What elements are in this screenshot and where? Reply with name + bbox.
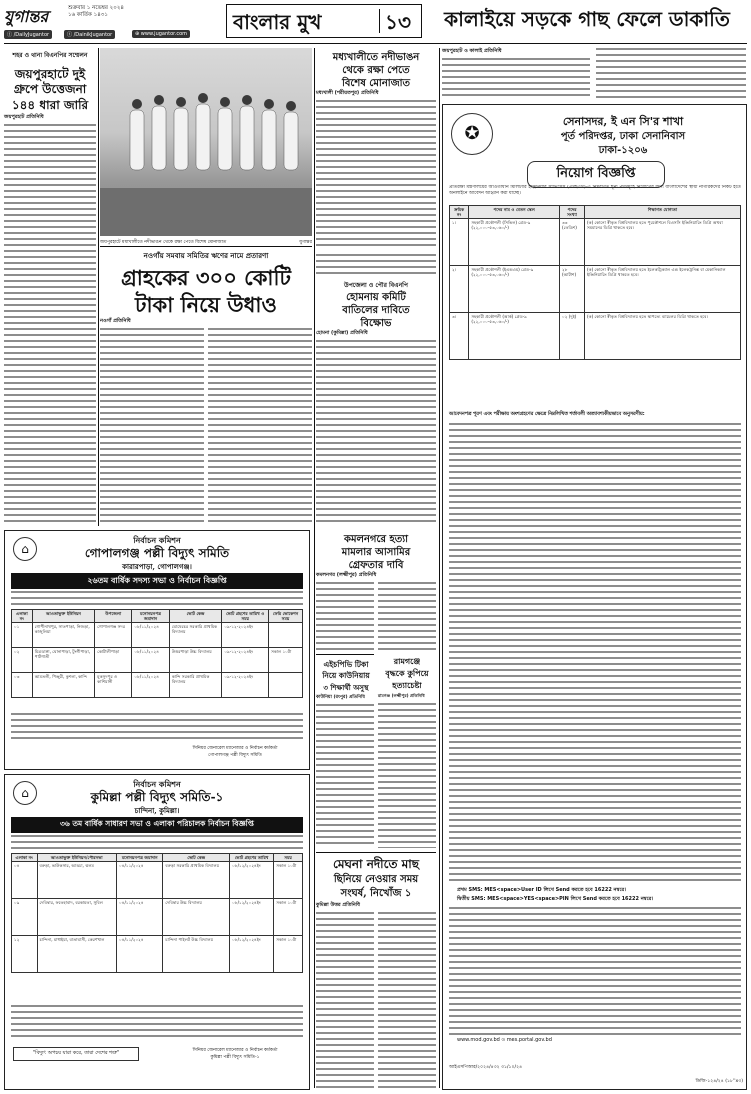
table-header-row <box>12 854 303 862</box>
table-header-cell: ভোট গ্রহণের তারিখ ও সময় <box>222 610 269 623</box>
gopalganj-sign-org: গোপালগঞ্জ পল্লী বিদ্যুৎ সমিতি <box>208 753 262 758</box>
joypurhat-body <box>4 122 96 524</box>
cumilla-slogan: "বিদ্যুৎ অপচয় যারা করে, তারা দেশের শত্রু" <box>13 1047 139 1061</box>
meghna-byline: কুমিল্লা উত্তর প্রতিনিধি <box>316 902 360 908</box>
cooperative-body-col-1 <box>100 326 204 524</box>
table-header-cell: আওতাভুক্ত ইউনিয়ন <box>32 610 95 623</box>
meghna-headline-2: ছিনিয়ে নেওয়ার সময় <box>333 874 419 885</box>
website-badge <box>132 30 190 38</box>
gopalganj-notes <box>11 711 303 741</box>
table-cell: গোপীনাথপুর, সাতপাড়া, নিজড়া, কাজুলিয়া <box>32 623 95 648</box>
army-org-1: সেনাসদর, ই এন সি'র শাখা <box>562 115 684 128</box>
top-right-headline: কালাইয়ে সড়কে গাছ ফেলে ডাকাতি <box>444 7 730 31</box>
table-cell: ০৮/১২/২০২৪ইং <box>230 936 274 973</box>
army-conditions-body-2 <box>449 905 741 1035</box>
table-header-cell: মনোনয়নপত্র জমাদান <box>132 610 169 623</box>
table-cell: কোটালীপাড়া <box>95 648 132 673</box>
table-cell: ০৪/১১/২০২৪ <box>117 899 163 936</box>
section-box <box>226 4 422 38</box>
table-cell: ২। <box>450 266 469 313</box>
table-cell: ০৯-১২-২০২৪ইং <box>222 648 269 673</box>
cooperative-body-col-2 <box>208 326 312 524</box>
table-cell: ০৯ <box>12 899 38 936</box>
ramganj-headline-2: বৃদ্ধকে কুপিয়ে <box>385 668 429 678</box>
table-row <box>12 648 303 673</box>
table-cell: সকাল ১০টা <box>269 648 303 673</box>
hpv-headline-2: নিয়ে কাউনিয়ায় <box>322 671 370 680</box>
army-conditions-title: আবেদনপত্র পূরণ এবং পরীক্ষায় অংশগ্রহণের ক্ষেত্রে নিম্নলিখিত শর্তাবলী অত্যাবশ্যকীয়ভাবে অনুসরণীয়: <box>449 412 645 417</box>
cumilla-logo-icon: ⌂ <box>13 781 37 805</box>
twitter-badge <box>64 30 115 39</box>
table-cell: ০৯-১২-২০২৪ইং <box>222 623 269 648</box>
table-header-cell: ক্রমিক নং <box>450 206 469 219</box>
table-cell: ০১ <box>12 623 33 648</box>
table-cell: সকাল ১০টা <box>274 862 303 899</box>
kamalnagar-body-col-2 <box>378 580 436 650</box>
army-table <box>449 205 741 360</box>
table-cell: বরুড়া সরকারি প্রাথমিক বিদ্যালয় <box>163 862 230 899</box>
table-cell: সহকারী প্রকৌশলী (সিভিল) গ্রেড-৯ (২২,০০০-৫৩,০৬০/-) <box>469 219 560 266</box>
meghna-body-col-2 <box>378 910 436 1090</box>
table-header-cell: পদের নাম ও বেতন স্কেল <box>469 206 560 219</box>
meghna-top-rule <box>316 852 436 853</box>
table-cell: দেবিদ্বার উচ্চ বিদ্যালয় <box>163 899 230 936</box>
photo-caption <box>100 238 312 246</box>
ramganj-headline-3: হত্যাচেষ্টা <box>392 680 422 690</box>
table-cell: সকাল ১০টা <box>274 899 303 936</box>
homna-byline: হোমনা (কুমিল্লা) প্রতিনিধি <box>316 330 368 336</box>
army-website: www.mod.gov.bd ও mes.portal.gov.bd <box>457 1037 552 1043</box>
table-header-cell: শিক্ষাগত যোগ্যতা <box>585 206 741 219</box>
table-header-cell: মনোনয়নপত্র জমাদান <box>117 854 163 862</box>
hpv-body <box>316 702 374 848</box>
cooperative-byline: নওগাঁ প্রতিনিধি <box>100 318 131 324</box>
cumilla-sign-org: কুমিল্লা পল্লী বিদ্যুৎ সমিতি-১ <box>210 1055 260 1060</box>
kamalnagar-headline-2: মামলার আসামির <box>341 547 411 558</box>
table-header-cell: এলাকা নং <box>12 610 33 623</box>
photo-credit: যুগান্তর <box>299 240 312 245</box>
kamalnagar-headline-1: কমলনগরে হত্যা <box>343 534 409 545</box>
army-org-3: ঢাকা-১২০৬ <box>598 145 648 156</box>
cumilla-org-1: নির্বাচন কমিশন <box>133 779 181 789</box>
web-icon: ⊕ <box>135 31 141 37</box>
table-cell: (ক) কোনো স্বীকৃত বিশ্ববিদ্যালয় হতে ইলেকট্রিক্যাল এন্ড ইলেকট্রনিক্স বা মেকানিক্যাল ইঞ্জিনিয়ারিং ডিগ্রি থাকতে হবে। <box>585 266 741 313</box>
social-bar <box>4 30 214 39</box>
gopalganj-intro <box>11 589 303 607</box>
joypurhat-byline: জয়পুরহাট প্রতিনিধি <box>4 114 44 120</box>
cumilla-notes <box>11 1003 303 1039</box>
table-row <box>12 936 303 973</box>
section-title: বাংলার মুখ <box>233 10 322 34</box>
joypurhat-headline-3: ১৪৪ ধারা জারি <box>11 98 89 112</box>
cumilla-intro <box>11 833 303 851</box>
kalai-byline: জয়পুরহাট ও কালাই প্রতিনিধি <box>442 48 502 54</box>
table-cell: উত্তরপাড়া উচ্চ বিদ্যালয় <box>169 648 222 673</box>
twitter-icon: ⓣ <box>67 32 74 38</box>
table-cell: ১২ <box>12 936 38 973</box>
army-ad <box>442 104 747 1090</box>
table-cell: ৩৩ (তেত্রিশ) <box>560 219 585 266</box>
gopalganj-ad <box>4 530 310 770</box>
munajat-headline-1: মধ্যখালীতে নদীভাঙন <box>332 52 420 63</box>
cumilla-table <box>11 853 303 973</box>
cumilla-org-2: কুমিল্লা পল্লী বিদ্যুৎ সমিতি-১ <box>90 790 224 804</box>
table-cell: ০৮/১১/২০২৪ <box>132 623 169 648</box>
table-cell: ৩। <box>450 313 469 360</box>
table-row <box>12 673 303 698</box>
hpv-top-rule <box>316 654 374 655</box>
joypurhat-kicker: শহর ও থানা বিএনপির সম্মেলন <box>12 52 88 59</box>
table-cell: সকাল ১০টা <box>274 936 303 973</box>
table-cell: মিত্রডাঙ্গা, ঘোনাপাড়া, টুংগীপাড়া, পাটগাতী <box>32 648 95 673</box>
table-header-cell: এলাকা নং <box>12 854 38 862</box>
ramganj-body <box>378 701 436 848</box>
table-header-cell: ভোট কেন্দ্র <box>169 610 222 623</box>
table-cell: ঘোষেরচর সরকারি প্রাথমিক বিদ্যালয় <box>169 623 222 648</box>
hpv-byline: কাউনিয়া (রংপুর) প্রতিনিধি <box>316 695 365 700</box>
facebook-badge <box>4 30 52 39</box>
cooperative-headline-2: টাকা নিয়ে উধাও <box>135 292 277 317</box>
photo-caption-text: জয়পুরহাটে মধ্যখালীতে নদীভাঙন থেকে রক্ষা পেতে বিশেষ মোনাজাত <box>100 240 227 245</box>
joypurhat-headline-1: জয়পুরহাটে দুই <box>14 67 86 81</box>
kalai-body-col-1 <box>442 56 590 100</box>
table-cell: সহকারী প্রকৌশলী (ইএন্ডএম) গ্রেড-৯ (২২,০০০-৫৩,০৬০/-) <box>469 266 560 313</box>
table-cell: মুকসুদপুর ও কাশিয়ানী <box>95 673 132 698</box>
table-row <box>450 266 741 313</box>
kalai-body-col-2 <box>596 46 746 100</box>
table-cell: ০৪/১১/২০২৪ <box>117 936 163 973</box>
army-org-2: পূর্ত পরিদপ্তর, ঢাকা সেনানিবাস <box>560 131 686 142</box>
table-row <box>450 219 741 266</box>
cumilla-ad <box>4 774 310 1090</box>
table-cell: ১। <box>450 219 469 266</box>
table-header-cell: উপজেলা <box>95 610 132 623</box>
munajat-headline-2: থেকে রক্ষা পেতে <box>342 65 410 76</box>
kamalnagar-body-col-1 <box>316 580 374 650</box>
table-row <box>12 899 303 936</box>
website-url: www.jugantor.com <box>140 31 188 37</box>
table-header-cell: পদের সংখ্যা <box>560 206 585 219</box>
hpv-headline-3: ৩ শিক্ষার্থী অসুস্থ <box>323 683 369 692</box>
table-row <box>450 313 741 360</box>
gopalganj-signature: সিনিয়র জেনারেল ম্যানেজার ও নির্বাচন কর্মকর্তা <box>192 746 278 751</box>
gopalganj-org-3: কারারপাড়া, গোপালগঞ্জ। <box>122 562 192 571</box>
table-cell: ০৩ <box>12 673 33 698</box>
facebook-handle: /DailyJugantor <box>13 32 50 38</box>
table-cell: (ক) কোনো স্বীকৃত বিশ্ববিদ্যালয় হতে পুরকৌশলে বিএসসি ইঞ্জিনিয়ারিং ডিগ্রি অথবা সমমানের ডিগ্রি থাকতে হবে। <box>585 219 741 266</box>
column-rule-3 <box>439 48 440 1088</box>
table-cell: ০৪ <box>12 862 38 899</box>
newspaper-logo: যুগান্তর <box>4 7 49 26</box>
army-ref: ডিজি-১২৪/২৪ (১৮''x৩) <box>695 1079 743 1084</box>
homna-body <box>316 338 436 524</box>
table-cell: ০৮/১১/২০২৪ <box>132 648 169 673</box>
facebook-icon: ⓕ <box>7 32 14 38</box>
page-number: ১৩ <box>385 10 411 34</box>
table-cell: কান্দি সরকারি প্রাথমিক বিদ্যালয় <box>169 673 222 698</box>
table-row <box>12 862 303 899</box>
army-conditions-body <box>449 421 741 883</box>
army-sms-1: প্রথম SMS: MES<space>User ID লিখে Send করতে হবে 16222 নম্বরে। <box>457 887 627 893</box>
homna-headline-2: বাতিলের দাবিতে <box>342 305 410 316</box>
army-intro: প্রতিরক্ষা মন্ত্রণালয়ের আওতাধীন মিলিটারি ইঞ্জিনিয়ার সার্ভিসেস (এমইএস)-এ নিম্নবর্ণিত শূন্য পদসমূহে নিয়োগের জন্য বাংলাদেশের স্থায়ী নাগরিকদের নিকট হতে অনলাইনে আবেদন আহ্বান করা যাচ্ছে। <box>449 185 741 196</box>
table-header-cell: সময় <box>274 854 303 862</box>
homna-headline-1: হোমনায় কমিটি <box>346 292 406 303</box>
table-cell: ০২ <box>12 648 33 673</box>
table-cell: গোপালগঞ্জ সদর <box>95 623 132 648</box>
table-cell: ০২ (দুই) <box>560 313 585 360</box>
meghna-body-col-1 <box>316 910 374 1090</box>
column-rule-1 <box>98 48 99 526</box>
table-cell: ০৮/১২/২০২৪ইং <box>230 862 274 899</box>
table-cell: দেবিদ্বার, ফতেহাবাদ, বরকামতা, সুবিল <box>37 899 117 936</box>
masthead-rule <box>4 43 747 44</box>
meghna-headline-1: মেঘনা নদীতে মাছ <box>332 857 420 871</box>
table-row <box>12 623 303 648</box>
munajat-body <box>316 98 436 248</box>
meghna-headline-3: সংঘর্ষ, নিখোঁজ ১ <box>340 888 412 899</box>
cooperative-kicker: নওগাঁয় সমবায় সমিতির ঋণের নামে প্রতারণা <box>143 251 269 260</box>
table-cell: ০৯-১২-২০২৪ইং <box>222 673 269 698</box>
twitter-handle: /DainikJugantor <box>73 32 113 38</box>
cooperative-headline-1: গ্রাহকের ৩০০ কোটি <box>121 265 291 290</box>
table-header-cell: ভোট কেন্দ্র <box>163 854 230 862</box>
table-cell <box>269 623 303 648</box>
table-cell: ০৮/১২/২০২৪ইং <box>230 899 274 936</box>
date-line-2: ১৬ কার্তিক ১৪৩১ <box>68 12 108 18</box>
table-cell: ০৮/১১/২০২৪ <box>132 673 169 698</box>
gopalganj-title: ২৬তম বার্ষিক সদস্য সভা ও নির্বাচন বিজ্ঞপ্তি <box>11 573 303 590</box>
joypurhat-headline-2: গ্রুপে উত্তেজনা <box>13 82 87 96</box>
cumilla-org-3: চান্দিনা, কুমিল্লা। <box>134 806 180 815</box>
table-cell: বরুড়া, ভাউকসার, আড্ডা, ঝলম <box>37 862 117 899</box>
cumilla-title: ৩৬ তম বার্ষিক সাধারণ সভা ও এলাকা পরিচালক নির্বাচন বিজ্ঞপ্তি <box>11 817 303 833</box>
section-divider <box>379 9 380 33</box>
munajat-photo <box>100 48 312 236</box>
table-cell: আমতলী, পিঞ্জুরী, কুশলা, কান্দি <box>32 673 95 698</box>
army-title: নিয়োগ বিজ্ঞপ্তি <box>527 161 665 188</box>
table-cell <box>269 673 303 698</box>
table-header-row <box>450 206 741 219</box>
ramganj-byline: রামগঞ্জ (লক্ষ্মীপুর) প্রতিনিধি <box>378 693 425 698</box>
masthead <box>0 0 751 44</box>
hpv-headline-1: এইচপিভি টিকা <box>323 660 369 669</box>
table-cell: ২৮ (আটাশ) <box>560 266 585 313</box>
table-header-row <box>12 610 303 623</box>
army-sms-2: দ্বিতীয় SMS: MES<space>YES<space>PIN লিখে Send করতে হবে 16222 নম্বরে। <box>457 896 654 902</box>
kamalnagar-headline-3: গ্রেফতার দাবি <box>348 560 404 571</box>
table-cell: (ক) কোনো স্বীকৃত বিশ্ববিদ্যালয় হতে স্থাপত্যে ব্যাচেলর ডিগ্রি থাকতে হবে। <box>585 313 741 360</box>
munajat-body-continued <box>316 252 436 276</box>
munajat-headline-3: বিশেষ মোনাজাত <box>341 78 411 89</box>
homna-headline-3: বিক্ষোভ <box>360 318 392 329</box>
date-line-1: শুক্রবার ১ নভেম্বর ২০২৪ <box>68 5 124 11</box>
gopalganj-logo-icon: ⌂ <box>13 537 37 561</box>
table-cell: চান্দিনা পাইলট উচ্চ বিদ্যালয় <box>163 936 230 973</box>
kamalnagar-byline: কমলনগর (লক্ষ্মীপুর) প্রতিনিধি <box>316 572 377 578</box>
table-header-cell: আওতাভুক্ত ইউনিয়ন/পৌরসভা <box>37 854 117 862</box>
table-cell: সহকারী প্রকৌশলী (আর্ক) গ্রেড-৯ (২২,০০০-৫৩,০৬০/-) <box>469 313 560 360</box>
cumilla-signature: সিনিয়র জেনারেল ম্যানেজার ও নির্বাচন কর্মকর্তা <box>192 1048 278 1053</box>
army-signature: আইএসপিআর/২০২৪/৪৩২ ৩১/১০/২৪ <box>449 1065 523 1070</box>
column-rule-2 <box>314 48 315 1088</box>
praying-people-graphic <box>100 48 312 236</box>
table-cell: ০৪/১১/২০২৪ <box>117 862 163 899</box>
army-emblem-icon: ✪ <box>451 113 493 155</box>
gopalganj-table <box>11 609 303 698</box>
munajat-byline: মধ্যখালী (শরীয়তপুর) প্রতিনিধি <box>316 90 379 96</box>
gopalganj-org-1: নির্বাচন কমিশন <box>133 535 181 545</box>
table-header-cell: ফেরি ভোকেশন সময় <box>269 610 303 623</box>
ramganj-headline-1: রামগঞ্জে <box>393 656 421 666</box>
table-header-cell: ভোট গ্রহণের তারিখ <box>230 854 274 862</box>
table-cell: চান্দিনা, মাধাইয়া, বাতাঘাসী, কেরণখাল <box>37 936 117 973</box>
homna-subhead: উপজেলা ও পৌর বিএনপি <box>344 282 408 289</box>
cooperative-top-rule <box>100 246 312 247</box>
gopalganj-org-2: গোপালগঞ্জ পল্লী বিদ্যুৎ সমিতি <box>84 546 230 560</box>
